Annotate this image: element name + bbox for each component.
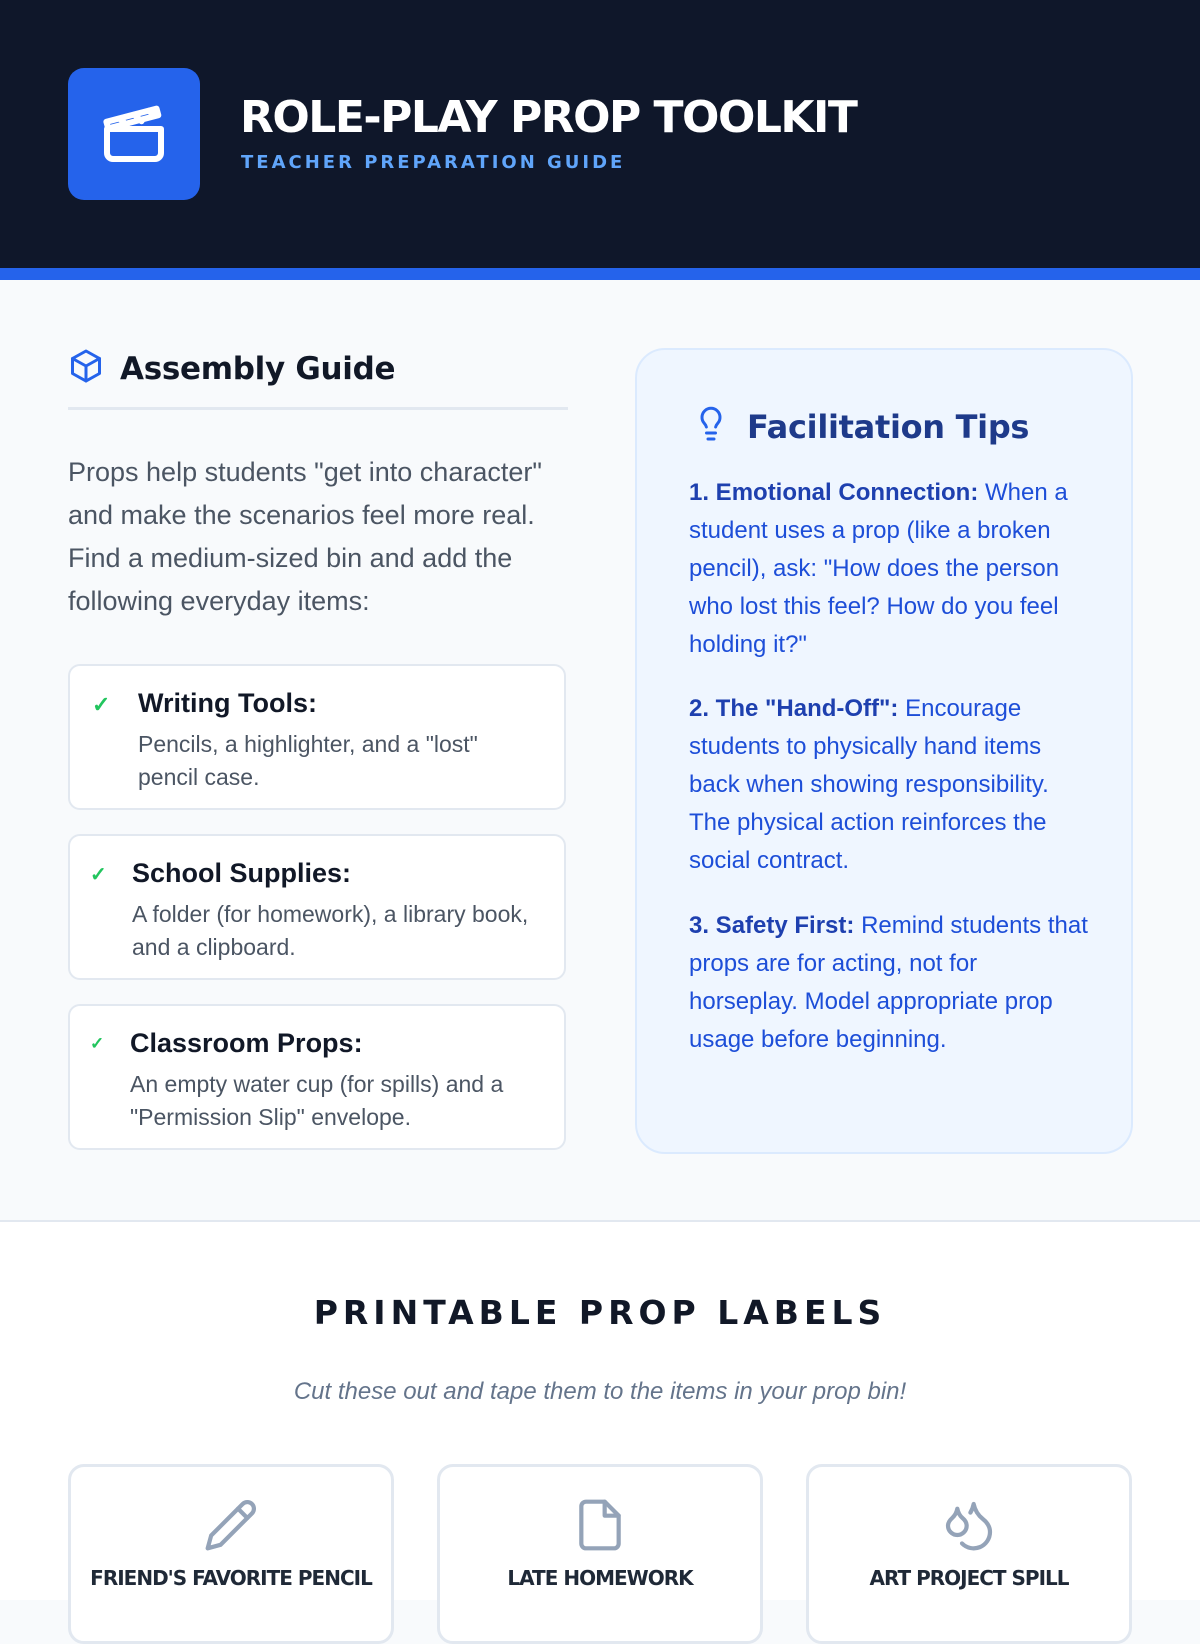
prop-labels-title: PRINTABLE PROP LABELS <box>313 1293 887 1332</box>
tip-item <box>689 690 1089 880</box>
facilitation-tips-title: Facilitation Tips <box>747 407 1030 446</box>
prop-label-text: LATE HOMEWORK <box>507 1566 693 1590</box>
check-icon: ✓ <box>90 864 107 886</box>
tip-item <box>689 474 1089 664</box>
tip-text: Remind students that props are for acting, not for horseplay. Model appropriate prop usage before beginning. <box>689 912 1088 1053</box>
document-icon <box>572 1497 628 1558</box>
clapperboard-icon <box>98 96 170 173</box>
page-title: ROLE-PLAY PROP TOOLKIT <box>240 92 857 143</box>
tip-label: 1. Emotional Connection: <box>689 479 979 506</box>
tip-text: When a student uses a prop (like a broken pencil), ask: "How does the person who lost this feel? How do you feel holding it?" <box>689 479 1068 658</box>
prop-label-card <box>806 1464 1132 1644</box>
check-icon: ✓ <box>90 1034 105 1053</box>
page-header <box>0 0 1200 268</box>
pencil-icon <box>203 1497 259 1558</box>
supply-item-desc: Pencils, a highlighter, and a "lost" pencil case. <box>138 731 478 790</box>
tip-label: 3. Safety First: <box>689 912 855 939</box>
facilitation-tips-panel <box>635 348 1133 1154</box>
divider <box>68 407 568 410</box>
page-subtitle: TEACHER PREPARATION GUIDE <box>241 152 626 173</box>
supply-item-card <box>68 834 566 980</box>
lightbulb-icon <box>693 404 729 449</box>
prop-label-card <box>437 1464 763 1644</box>
assembly-guide-title: Assembly Guide <box>120 350 396 387</box>
supply-item-title: Writing Tools: <box>138 688 317 718</box>
prop-label-text: FRIEND'S FAVORITE PENCIL <box>90 1566 372 1590</box>
check-icon: ✓ <box>92 692 111 717</box>
logo <box>68 68 200 200</box>
header-accent-stripe <box>0 268 1200 280</box>
droplets-icon <box>941 1497 997 1558</box>
assembly-intro: Props help students "get into character" and make the scenarios feel more real. Find a medium-sized bin and add the following everyday items: <box>68 457 542 616</box>
assembly-guide-heading <box>68 348 395 389</box>
supply-item-title: School Supplies: <box>132 858 352 888</box>
prop-label-text: ART PROJECT SPILL <box>869 1566 1069 1590</box>
prop-labels-subtitle: Cut these out and tape them to the items in your prop bin! <box>293 1378 907 1405</box>
tip-item <box>689 907 1089 1059</box>
supply-item-desc: An empty water cup (for spills) and a "Permission Slip" envelope. <box>130 1071 504 1130</box>
supply-item-title: Classroom Props: <box>130 1028 363 1058</box>
supply-item-card <box>68 1004 566 1150</box>
supply-item-desc: A folder (for homework), a library book, and a clipboard. <box>132 901 529 960</box>
supply-item-card <box>68 664 566 810</box>
tip-label: 2. The "Hand-Off": <box>689 695 899 722</box>
cube-icon <box>68 348 104 389</box>
prop-label-card <box>68 1464 394 1644</box>
tip-text: Encourage students to physically hand items back when showing responsibility. The physical action reinforces the social contract. <box>689 695 1049 874</box>
facilitation-tips-heading <box>693 404 1029 449</box>
